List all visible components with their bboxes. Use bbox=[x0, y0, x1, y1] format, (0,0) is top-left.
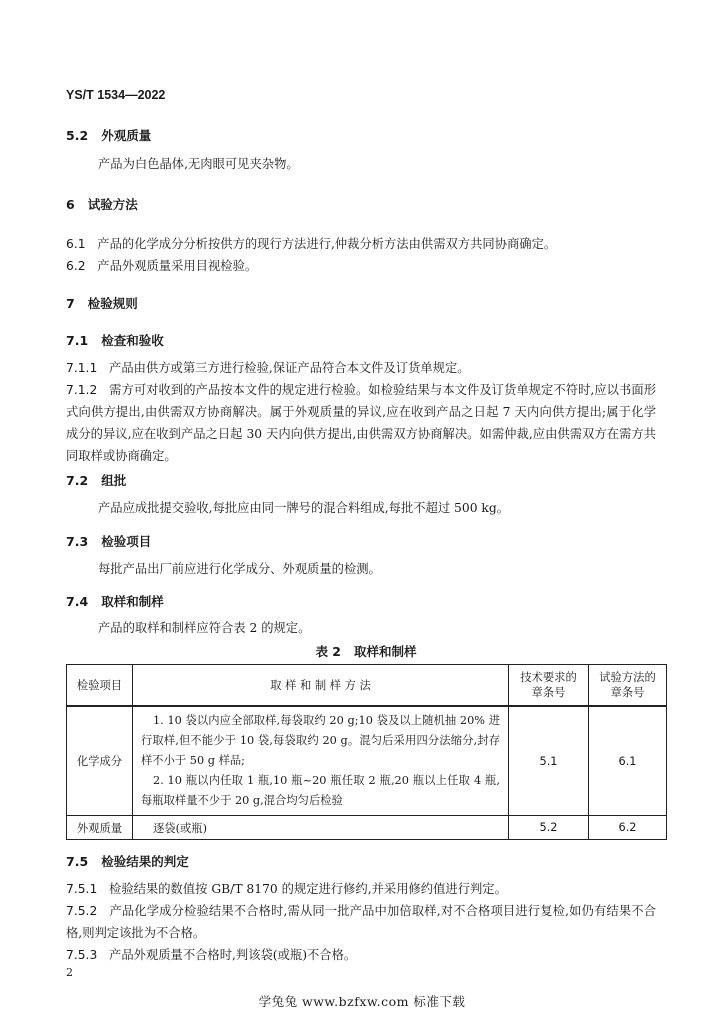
cell-method bbox=[133, 706, 509, 816]
section-number: 5.2 bbox=[66, 128, 89, 143]
clause-7-5-2 bbox=[66, 900, 656, 944]
cell-req: 5.1 bbox=[509, 706, 589, 816]
clause-text: 产品外观质量不合格时,判该袋(或瓶)不合格。 bbox=[109, 948, 357, 962]
clause-number: 7.5.1 bbox=[66, 882, 98, 896]
clause-number: 6.2 bbox=[66, 259, 86, 273]
standard-number: YS/T 1534—2022 bbox=[66, 88, 166, 102]
clause-6-2 bbox=[66, 255, 656, 277]
clause-7-1-2 bbox=[66, 379, 656, 467]
section-number: 7.3 bbox=[66, 534, 89, 549]
clause-text: 产品外观质量采用目视检验。 bbox=[97, 259, 258, 273]
section-number: 6 bbox=[66, 197, 75, 212]
section-7-3-heading bbox=[66, 532, 151, 550]
header-test-line2: 章条号 bbox=[610, 686, 645, 699]
clause-7-5-3 bbox=[66, 944, 656, 966]
section-number: 7.4 bbox=[66, 594, 89, 609]
method-line-2: 2. 10 瓶以内任取 1 瓶,10 瓶~20 瓶任取 2 瓶,20 瓶以上任取 4 瓶,每瓶取样量不少于 20 g,混合均匀后检验 bbox=[141, 774, 500, 807]
section-title: 取样和制样 bbox=[101, 594, 164, 609]
method-line-1: 1. 10 袋以内应全部取样,每袋取约 20 g;10 袋及以上随机抽 20% 进行取样,但不能少于 10 袋,每袋取约 20 g。混匀后采用四分法缩分,封存样不小于 50 g 样品; bbox=[141, 714, 500, 767]
table-header-row bbox=[67, 665, 667, 707]
section-title: 检查和验收 bbox=[101, 333, 164, 348]
section-7-4-text: 产品的取样和制样应符合表 2 的规定。 bbox=[98, 621, 311, 635]
section-title: 检验项目 bbox=[101, 534, 152, 549]
section-7-2-heading bbox=[66, 471, 126, 489]
clause-text: 产品的化学成分分析按供方的现行方法进行,仲裁分析方法由供需双方共同协商确定。 bbox=[97, 237, 557, 251]
section-7-3-text: 每批产品出厂前应进行化学成分、外观质量的检测。 bbox=[98, 562, 381, 576]
clause-number: 7.1.2 bbox=[66, 383, 98, 397]
clause-number: 7.5.2 bbox=[66, 904, 98, 918]
clause-7-1-1 bbox=[66, 357, 656, 379]
table-row bbox=[67, 816, 667, 840]
section-number: 7.5 bbox=[66, 854, 89, 869]
section-7-2-text: 产品应成批提交验收,每批应由同一牌号的混合料组成,每批不超过 500 kg。 bbox=[98, 501, 510, 515]
section-7-5-heading bbox=[66, 852, 189, 870]
section-7-heading bbox=[66, 294, 138, 312]
section-title: 试验方法 bbox=[87, 197, 138, 212]
section-title: 检验结果的判定 bbox=[101, 854, 189, 869]
header-test-line1: 试验方法的 bbox=[599, 671, 656, 684]
table-row bbox=[67, 706, 667, 816]
header-req-line2: 章条号 bbox=[531, 686, 566, 699]
header-method: 取 样 和 制 样 方 法 bbox=[133, 665, 509, 707]
cell-test: 6.2 bbox=[589, 816, 667, 840]
section-5-2-heading bbox=[66, 126, 151, 144]
cell-method: 逐袋(或瓶) bbox=[133, 816, 509, 840]
table-caption: 表 2 取样和制样 bbox=[315, 644, 417, 659]
section-number: 7 bbox=[66, 296, 75, 311]
clause-number: 7.1.1 bbox=[66, 361, 98, 375]
section-title: 组批 bbox=[101, 473, 127, 488]
header-req bbox=[509, 665, 589, 707]
section-7-4-heading bbox=[66, 592, 164, 610]
cell-item: 外观质量 bbox=[67, 816, 133, 840]
clause-text: 产品化学成分检验结果不合格时,需从同一批产品中加倍取样,对不合格项目进行复检,如仍有结果不合格,则判定该批为不合格。 bbox=[66, 904, 656, 940]
section-title: 外观质量 bbox=[101, 128, 152, 143]
section-6-heading bbox=[66, 195, 138, 213]
clause-number: 7.5.3 bbox=[66, 948, 98, 962]
clause-text: 检验结果的数值按 GB/T 8170 的规定进行修约,并采用修约值进行判定。 bbox=[109, 882, 507, 896]
clause-6-1 bbox=[66, 233, 656, 255]
section-number: 7.2 bbox=[66, 473, 89, 488]
footer-watermark: 学兔兔 www.bzfxw.com 标准下载 bbox=[258, 994, 466, 1009]
cell-req: 5.2 bbox=[509, 816, 589, 840]
clause-7-5-1 bbox=[66, 878, 656, 900]
clause-text: 需方可对收到的产品按本文件的规定进行检验。如检验结果与本文件及订货单规定不符时,应以书面形式向供方提出,由供需双方协商解决。属于外观质量的异议,应在收到产品之日起 7 天内向供方提出;属于化学成分的异议,应在收到产品之日起 30 天内向供方提出,由供需双方协商解决。如需仲裁,应由供需双方在需方共同取样或协商确定。 bbox=[66, 383, 656, 463]
header-req-line1: 技术要求的 bbox=[520, 671, 577, 684]
clause-number: 6.1 bbox=[66, 237, 86, 251]
section-5-2-text: 产品为白色晶体,无肉眼可见夹杂物。 bbox=[98, 157, 299, 171]
cell-item: 化学成分 bbox=[67, 706, 133, 816]
section-title: 检验规则 bbox=[87, 296, 138, 311]
header-test bbox=[589, 665, 667, 707]
cell-test: 6.1 bbox=[589, 706, 667, 816]
page-number: 2 bbox=[66, 966, 73, 979]
header-item: 检验项目 bbox=[67, 665, 133, 707]
section-number: 7.1 bbox=[66, 333, 89, 348]
sampling-table bbox=[66, 664, 667, 840]
section-7-1-heading bbox=[66, 331, 164, 349]
clause-text: 产品由供方或第三方进行检验,保证产品符合本文件及订货单规定。 bbox=[109, 361, 470, 375]
